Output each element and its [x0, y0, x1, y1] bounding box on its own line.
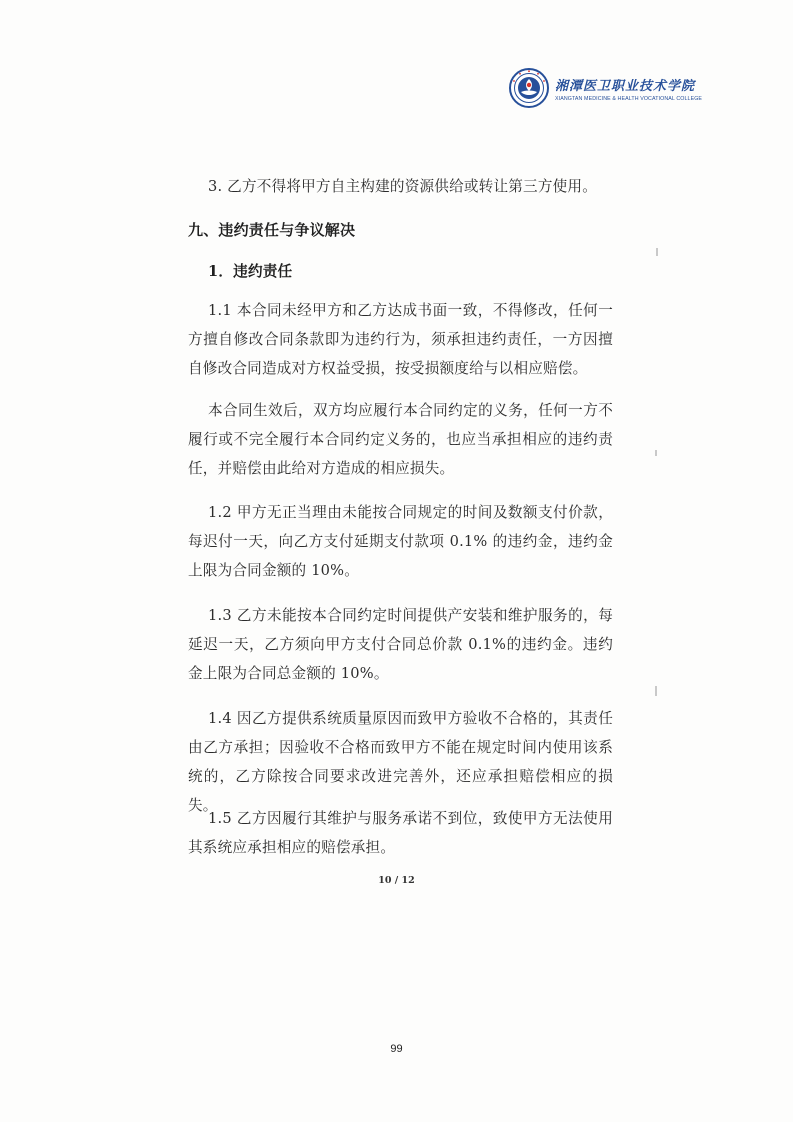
college-seal-icon: [509, 68, 549, 108]
clause-1-3: 1.3 乙方未能按本合同约定时间提供产安装和维护服务的，每延迟一天，乙方须向甲方支付合同总价款 0.1%的违约金。违约金上限为合同总金额的 10%。: [188, 607, 613, 682]
clause-1-1: 1.1 本合同未经甲方和乙方达成书面一致，不得修改，任何一方擅自修改合同条款即为违约行为，须承担违约责任，一方因擅自修改合同造成对方权益受损，按受损额度给与以相应赔偿。: [188, 302, 613, 377]
section-heading-9: 九、违约责任与争议解决: [188, 221, 356, 239]
scan-speck: [655, 450, 657, 456]
footer-page-number: 99: [390, 1043, 403, 1055]
logo-english-name: XIANGTAN MEDICINE & HEALTH VOCATIONAL COLLEGE: [555, 95, 703, 102]
page-number: 10 / 12: [378, 875, 415, 886]
scan-speck: [655, 686, 657, 696]
clause-1-2: 1.2 甲方无正当理由未能按合同规定的时间及数额支付价款，每迟付一天，向乙方支付延期支付款项 0.1% 的违约金，违约金上限为合同金额的 10%。: [188, 504, 613, 579]
clause-1-5: 1.5 乙方因履行其维护与服务承诺不到位，致使甲方无法使用其系统应承担相应的赔偿承担。: [188, 810, 613, 856]
clause-1-4: 1.4 因乙方提供系统质量原因而致甲方验收不合格的，其责任由乙方承担；因验收不合格而致甲方不能在规定时间内使用该系统的，乙方除按合同要求改进完善外，还应承担赔偿相应的损失。: [188, 710, 613, 814]
scan-speck: [656, 248, 658, 256]
logo-chinese-name: 湘潭医卫职业技术学院: [555, 78, 696, 94]
subsection-heading-1: 1．违约责任: [208, 263, 293, 280]
college-logo: [509, 66, 703, 110]
clause-effect: 本合同生效后，双方均应履行本合同约定的义务，任何一方不履行或不完全履行本合同约定义务的，也应当承担相应的违约责任，并赔偿由此给对方造成的相应损失。: [188, 402, 613, 477]
clause-3: 3. 乙方不得将甲方自主构建的资源供给或转让第三方使用。: [208, 178, 598, 195]
